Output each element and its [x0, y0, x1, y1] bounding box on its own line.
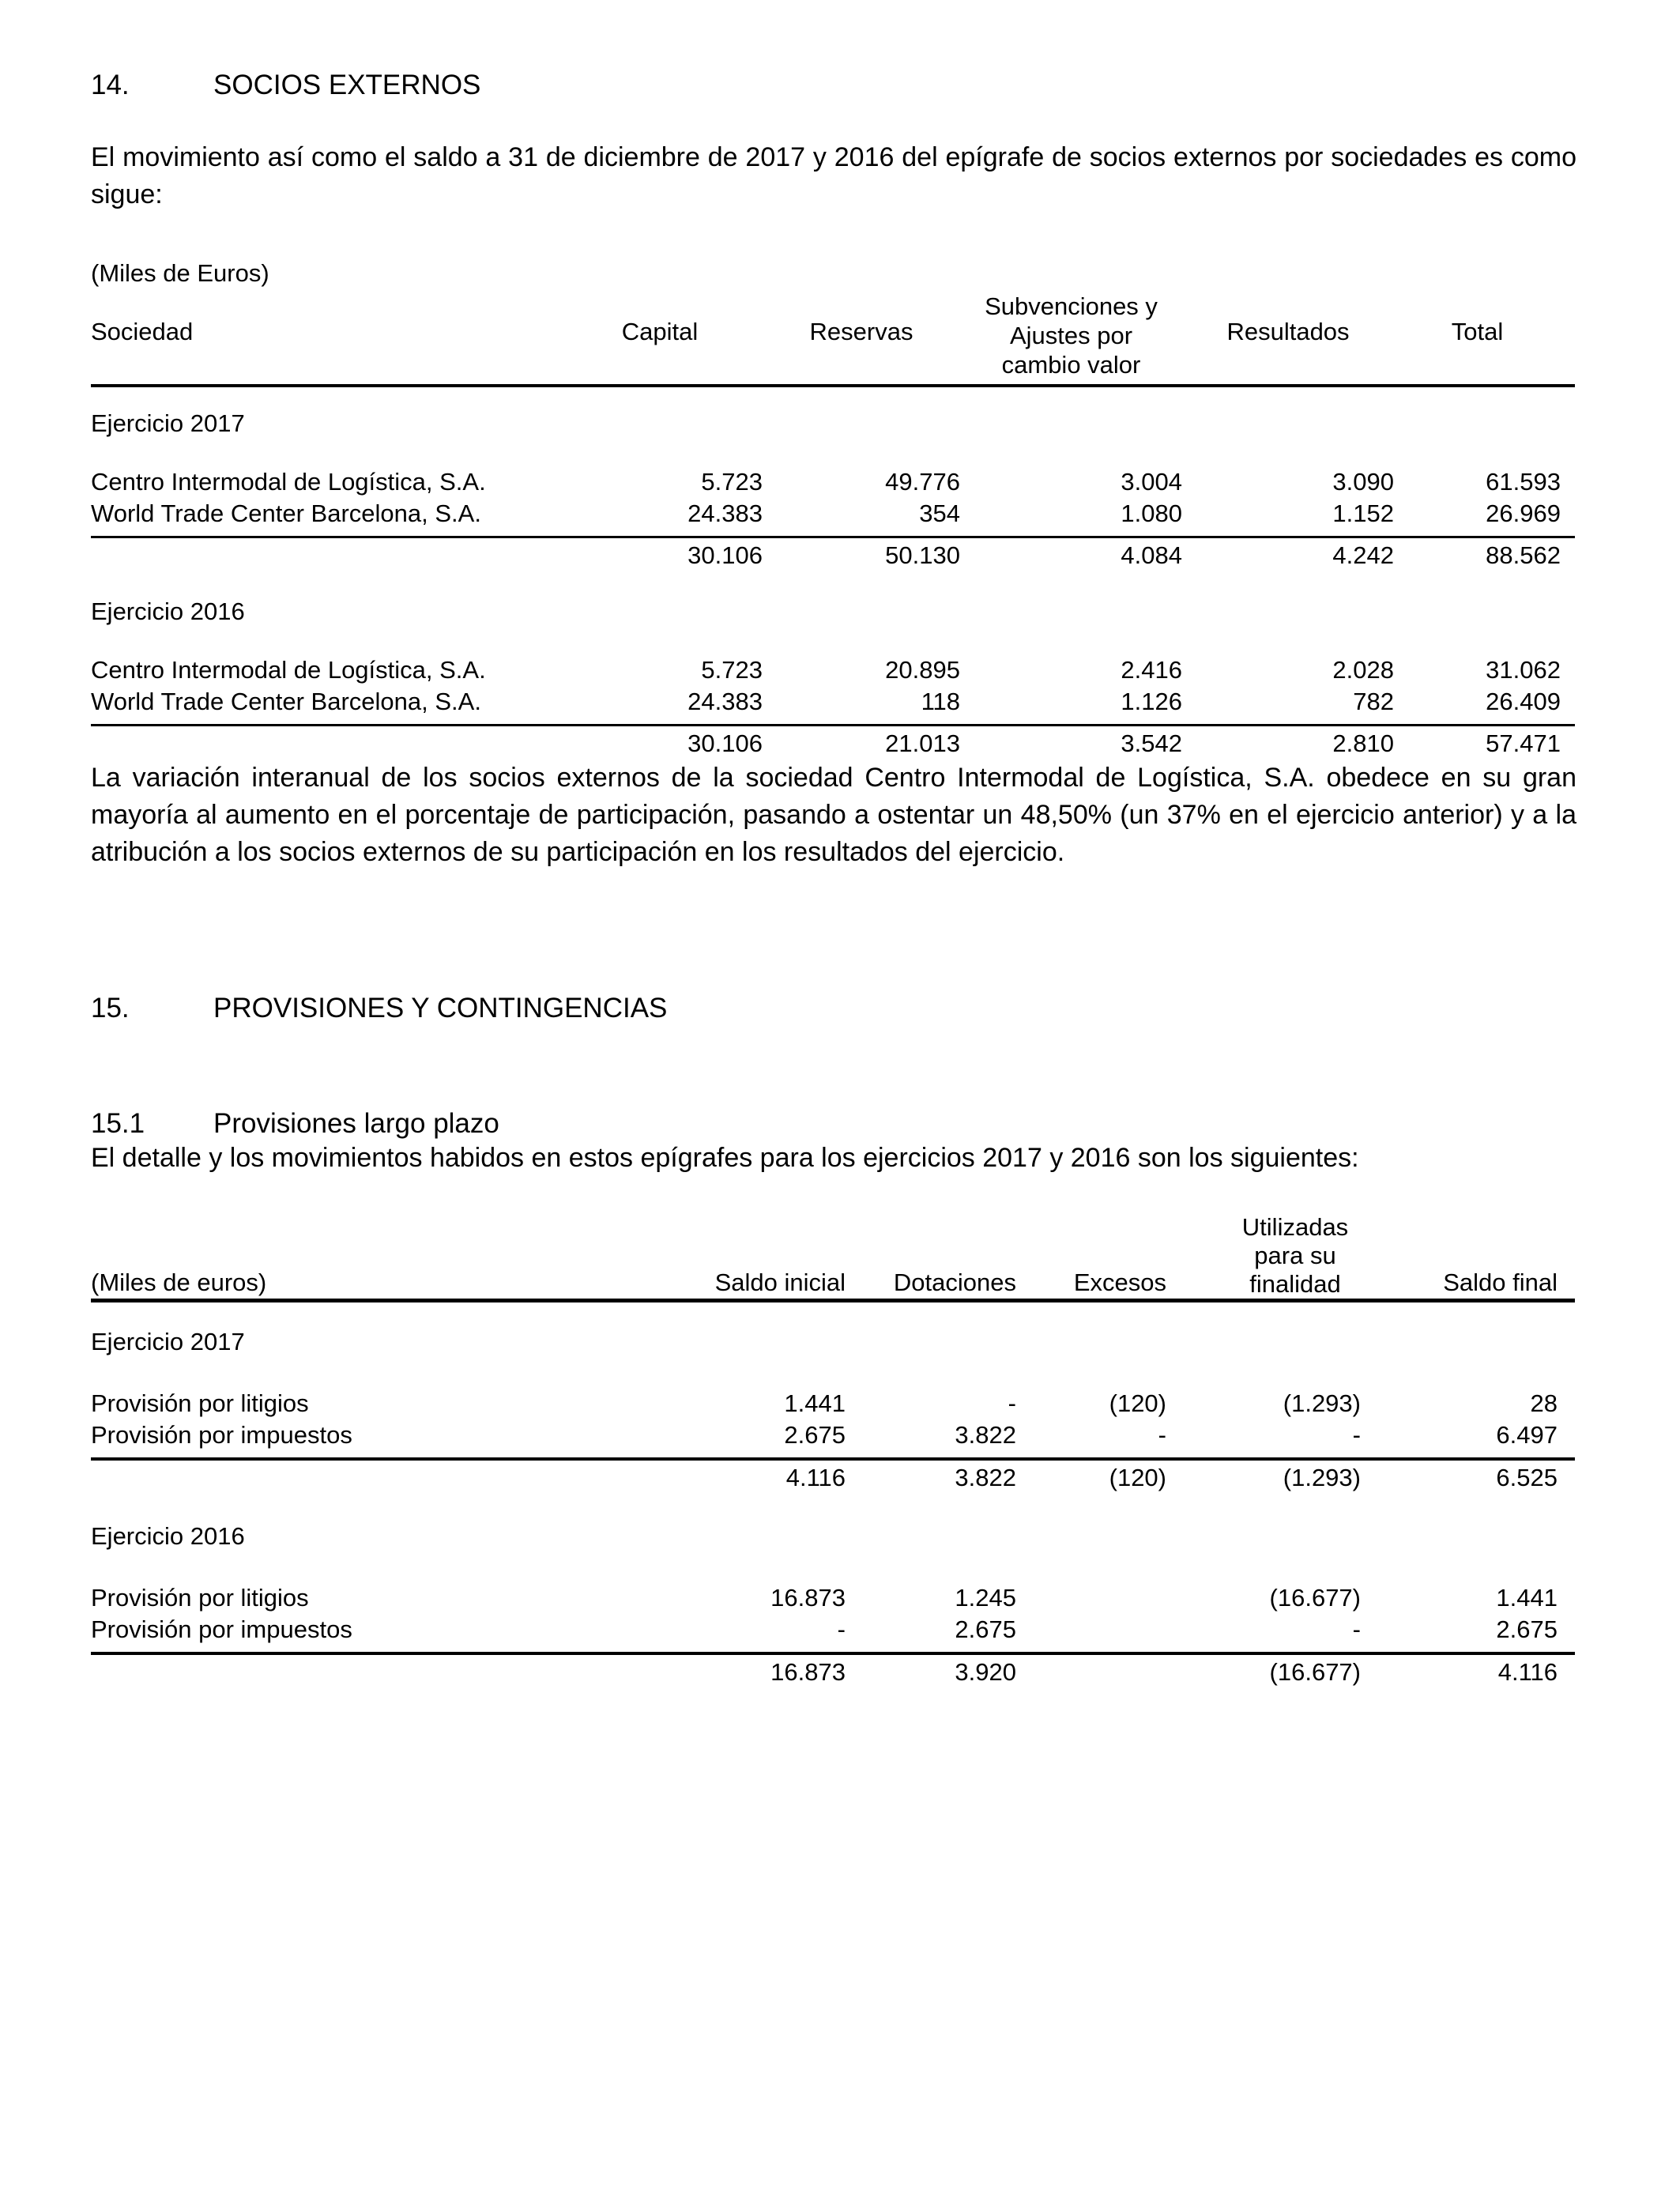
resultados-cell: 2.028: [1332, 656, 1394, 684]
utilizadas-cell: (16.677): [1269, 1584, 1361, 1612]
total-cell: 26.409: [1486, 688, 1561, 715]
excesos-cell: [1016, 1552, 1166, 1614]
saldo-inicial-cell: -: [837, 1615, 846, 1643]
capital-cell: 24.383: [687, 499, 763, 527]
total-cell: 26.969: [1486, 499, 1561, 527]
table-row: [91, 628, 1575, 686]
table-1-group-2016: [91, 571, 1575, 760]
table-1-group-2017: [91, 386, 1575, 571]
col-header-subvenciones-line-1: Subvenciones y: [985, 292, 1158, 320]
capital-cell: 5.723: [701, 656, 763, 684]
capital-cell: 24.383: [687, 688, 763, 715]
totals-row: [91, 726, 1575, 760]
capital-total-cell: 30.106: [557, 726, 763, 760]
socios-externos-table: [91, 292, 1575, 760]
dotaciones-total-cell: 3.920: [846, 1653, 1016, 1688]
col-header-utilizadas-line-1: Utilizadas: [1241, 1213, 1349, 1241]
col-header-utilizadas-line-3: finalidad: [1249, 1270, 1341, 1298]
group-label-row: [91, 1301, 1575, 1359]
saldo-inicial-cell: 2.675: [784, 1421, 846, 1449]
table-1-header: [91, 292, 1575, 386]
section-15-intro-paragraph: El detalle y los movimientos habidos en estos epígrafes para los ejercicios 2017 y 2016 son los siguientes:: [91, 1143, 1359, 1173]
subvenciones-cell: 1.126: [1121, 688, 1182, 715]
excesos-cell: [1016, 1614, 1166, 1653]
col-header-utilizadas-line-2: para su: [1254, 1242, 1336, 1269]
table-row: [91, 686, 1575, 726]
subvenciones-cell: 2.416: [1121, 656, 1182, 684]
group-label-ejercicio-2016: Ejercicio 2016: [91, 1522, 245, 1550]
total-total-cell: 88.562: [1394, 537, 1575, 572]
col-header-utilizadas: [1166, 1213, 1361, 1301]
resultados-cell: 3.090: [1332, 468, 1394, 496]
reservas-total-cell: 50.130: [763, 537, 960, 572]
empty-cell: [91, 537, 557, 572]
col-header-saldo-final: Saldo final: [1361, 1213, 1575, 1301]
empty-cell: [91, 1459, 672, 1494]
section-15-number: 15.: [91, 993, 130, 1023]
concepto-cell: Provisión por litigios: [91, 1584, 309, 1612]
col-header-subvenciones: [960, 292, 1182, 386]
col-header-saldo-inicial: Saldo inicial: [672, 1213, 846, 1301]
utilizadas-total-cell: (1.293): [1166, 1459, 1361, 1494]
section-14-number: 14.: [91, 70, 130, 100]
utilizadas-cell: -: [1352, 1615, 1361, 1643]
section-14-closing-paragraph: La variación interanual de los socios externos de la sociedad Centro Intermodal de Logística, S.A. obedece en su gran mayoría al aumento en el porcentaje de participación, pasando a ostentar un 48,50% (un 37% en el ejercicio anterior) y a la atribución a los socios externos de su participación en los resultados del ejercicio.: [91, 763, 1576, 867]
table-1-units-label: (Miles de Euros): [91, 259, 269, 287]
group-label-ejercicio-2017: Ejercicio 2017: [91, 1328, 245, 1355]
table-2-group-2017: [91, 1301, 1575, 1495]
dotaciones-cell: 1.245: [955, 1584, 1016, 1612]
group-label-ejercicio-2016: Ejercicio 2016: [91, 598, 245, 625]
col-header-dotaciones: Dotaciones: [846, 1213, 1016, 1301]
col-header-reservas: Reservas: [763, 292, 960, 386]
col-header-resultados: Resultados: [1182, 292, 1394, 386]
table-row: [91, 1552, 1575, 1614]
dotaciones-cell: 3.822: [955, 1421, 1016, 1449]
concepto-cell: Provisión por impuestos: [91, 1421, 352, 1449]
group-label-row: [91, 386, 1575, 439]
reservas-cell: 49.776: [885, 468, 960, 496]
dotaciones-cell: 2.675: [955, 1615, 1016, 1643]
reservas-total-cell: 21.013: [763, 726, 960, 760]
saldo-inicial-cell: 16.873: [770, 1584, 846, 1612]
sociedad-cell: Centro Intermodal de Logística, S.A.: [91, 656, 486, 684]
capital-total-cell: 30.106: [557, 537, 763, 572]
table-row: [91, 1358, 1575, 1419]
table-row: [91, 1419, 1575, 1459]
table-row: [91, 1213, 1575, 1301]
col-header-units: (Miles de euros): [91, 1213, 672, 1301]
col-header-total: Total: [1394, 292, 1575, 386]
col-header-sociedad: Sociedad: [91, 292, 557, 386]
total-cell: 31.062: [1486, 656, 1561, 684]
total-cell: 61.593: [1486, 468, 1561, 496]
totals-row: [91, 1653, 1575, 1688]
resultados-total-cell: 4.242: [1182, 537, 1394, 572]
section-15-1-number: 15.1: [91, 1108, 145, 1139]
reservas-cell: 354: [919, 499, 960, 527]
subvenciones-cell: 3.004: [1121, 468, 1182, 496]
subvenciones-total-cell: 4.084: [960, 537, 1182, 572]
sociedad-cell: World Trade Center Barcelona, S.A.: [91, 499, 481, 527]
group-label-row: [91, 1494, 1575, 1552]
section-15-heading: [91, 993, 1576, 1024]
section-15-1-heading: [91, 1108, 1576, 1140]
subvenciones-cell: 1.080: [1121, 499, 1182, 527]
concepto-cell: Provisión por impuestos: [91, 1615, 352, 1643]
totals-row: [91, 537, 1575, 572]
section-14-intro-paragraph: El movimiento así como el saldo a 31 de diciembre de 2017 y 2016 del epígrafe de socios externos por sociedades es como sigue:: [91, 142, 1576, 209]
excesos-total-cell: [1016, 1653, 1166, 1688]
section-15-1-title: Provisiones largo plazo: [213, 1108, 499, 1139]
excesos-cell: (120): [1109, 1389, 1166, 1417]
table-row: [91, 1614, 1575, 1653]
saldo-inicial-cell: 1.441: [784, 1389, 846, 1417]
saldo-inicial-total-cell: 4.116: [672, 1459, 846, 1494]
resultados-cell: 782: [1353, 688, 1394, 715]
table-2-header: [91, 1213, 1575, 1301]
subvenciones-total-cell: 3.542: [960, 726, 1182, 760]
saldo-final-cell: 6.497: [1496, 1421, 1558, 1449]
group-label-ejercicio-2017: Ejercicio 2017: [91, 409, 245, 437]
col-header-capital: Capital: [557, 292, 763, 386]
reservas-cell: 118: [921, 688, 960, 715]
saldo-final-cell: 2.675: [1496, 1615, 1558, 1643]
empty-cell: [91, 1653, 672, 1688]
saldo-final-cell: 28: [1530, 1389, 1558, 1417]
section-14-heading: [91, 70, 1576, 101]
capital-cell: 5.723: [701, 468, 763, 496]
totals-row: [91, 1459, 1575, 1494]
col-header-subvenciones-line-3: cambio valor: [1001, 351, 1141, 379]
table-2-group-2016: [91, 1494, 1575, 1688]
sociedad-cell: World Trade Center Barcelona, S.A.: [91, 688, 481, 715]
section-15-title: PROVISIONES Y CONTINGENCIAS: [213, 993, 668, 1023]
excesos-total-cell: (120): [1016, 1459, 1166, 1494]
section-14-title: SOCIOS EXTERNOS: [213, 70, 481, 100]
saldo-final-cell: 1.441: [1496, 1584, 1558, 1612]
provisiones-table: [91, 1213, 1575, 1688]
excesos-cell: -: [1158, 1421, 1166, 1449]
concepto-cell: Provisión por litigios: [91, 1389, 309, 1417]
saldo-final-total-cell: 6.525: [1361, 1459, 1575, 1494]
total-total-cell: 57.471: [1394, 726, 1575, 760]
dotaciones-total-cell: 3.822: [846, 1459, 1016, 1494]
group-label-row: [91, 571, 1575, 628]
dotaciones-cell: -: [1008, 1389, 1016, 1417]
col-header-excesos: Excesos: [1016, 1213, 1166, 1301]
saldo-final-total-cell: 4.116: [1361, 1653, 1575, 1688]
table-row: [91, 439, 1575, 498]
utilizadas-cell: -: [1352, 1421, 1361, 1449]
table-row: [91, 292, 1575, 386]
saldo-inicial-total-cell: 16.873: [672, 1653, 846, 1688]
empty-cell: [91, 726, 557, 760]
sociedad-cell: Centro Intermodal de Logística, S.A.: [91, 468, 486, 496]
utilizadas-cell: (1.293): [1283, 1389, 1361, 1417]
utilizadas-total-cell: (16.677): [1166, 1653, 1361, 1688]
reservas-cell: 20.895: [885, 656, 960, 684]
col-header-subvenciones-line-2: Ajustes por: [1009, 322, 1133, 349]
table-row: [91, 498, 1575, 537]
resultados-cell: 1.152: [1332, 499, 1394, 527]
resultados-total-cell: 2.810: [1182, 726, 1394, 760]
